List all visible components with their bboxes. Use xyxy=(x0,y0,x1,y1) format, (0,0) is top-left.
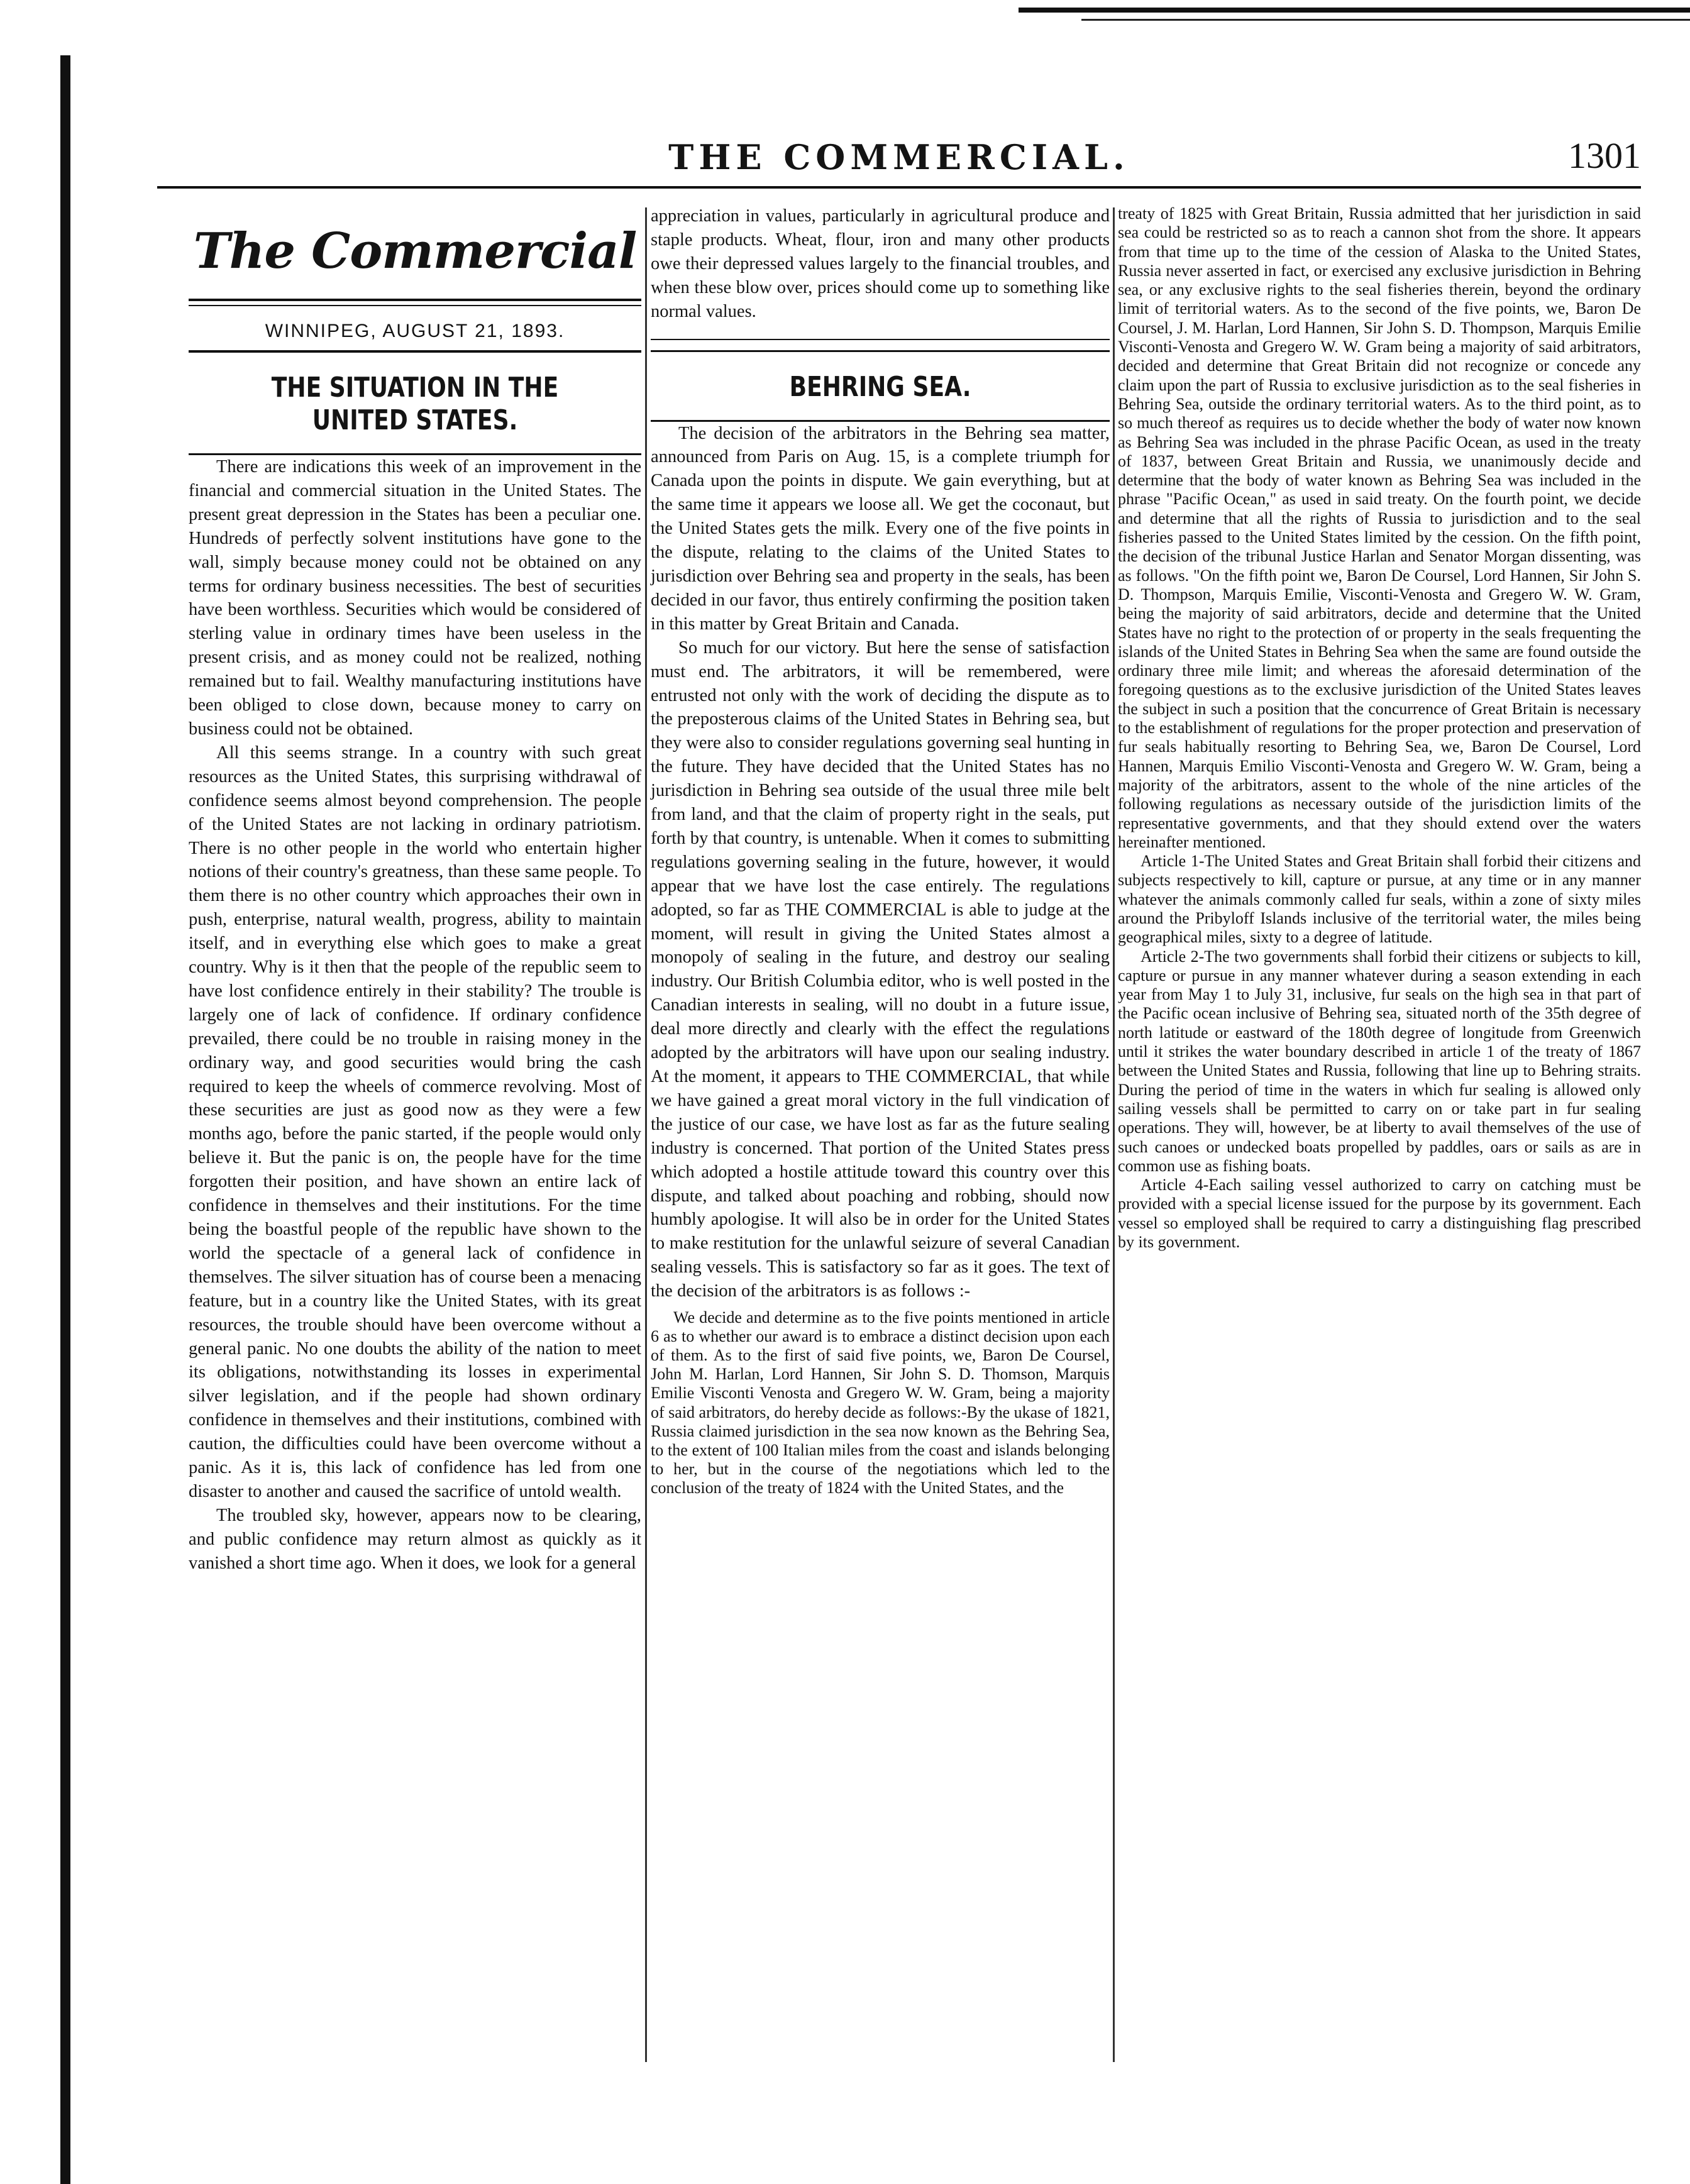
running-head xyxy=(157,137,1641,182)
head-rule xyxy=(157,186,1641,189)
headline-article1: THE SITUATION IN THE UNITED STATES. xyxy=(271,372,559,436)
dateline: WINNIPEG, AUGUST 21, 1893. xyxy=(265,321,565,341)
masthead-rule xyxy=(189,299,641,306)
column-2 xyxy=(651,204,1110,1497)
article1-paragraph: The troubled sky, however, appears now to be clearing, and public confidence may return almost as quickly as it vanished a short time ago. When it does, we look for a general xyxy=(189,1505,641,1573)
article2-paragraph: So much for our victory. But here the sense of satisfaction must end. The arbitrators, it will be remembered, were entrusted not only with the work of deciding the dispute as to the preposterous claims of the United States in Behring sea, but they were also to consider regulations governing seal hunting in the future. They have decided that the United States has no jurisdiction in Behring sea outside of the usual three mile belt from land, and that the claim of property right in the seals, put forth by that country, is untenable. When it comes to submitting regulations governing sealing in the future, however, it would appear that we have lost the case entirely. The regulations adopted, so far as THE COMMERCIAL is able to judge at the moment, will result in giving the United States almost a monopoly of sealing in the future, and destroy our sealing industry. Our British Columbia editor, who is well posted in the Canadian interests in sealing, will no doubt in a future issue, deal more directly and clearly with the effect the regulations adopted by the arbitrators will have upon our sealing industry. At the moment, it appears to THE COMMERCIAL, that while we have gained a great moral victory in the full vindication of the justice of our case, we have lost as far as the future sealing industry is concerned. That portion of the United States press which adopted a hostile attitude toward this country over this dispute, and talked about poaching and robbing, should now humbly apologise. It will also be in order for the United States to make restitution for the unlawful seizure of several Canadian sealing vessels. This is satisfactory so far as it goes. The text of the decision of the arbitrators is as follows :- xyxy=(651,637,1110,1301)
running-title: THE COMMERCIAL. xyxy=(668,137,1130,177)
top-rule xyxy=(1019,8,1690,13)
article2-body xyxy=(651,422,1110,1304)
article1-paragraph: There are indications this week of an improvement in the financial and commercial situation in the United States. The present great depression in the States has been a peculiar one. Hundreds of perfectly solvent institutions have gone to the wall, simply because money could not be obtained on any terms for ordinary business necessities. The best of securities have been worthless. Securities which would be considered of sterling value in ordinary times have been useless in the present crisis, and as money could not be realized, nothing remained but to fail. Wealthy manufacturing institutions have been obliged to close down, because money to carry on business could not be obtained. xyxy=(189,457,641,739)
column-3 xyxy=(1118,204,1641,1252)
decision-quote-col3 xyxy=(1118,204,1641,1252)
decision-quote-col2 xyxy=(651,1308,1110,1497)
page-edge-shadow xyxy=(60,55,70,2184)
column-rule-2 xyxy=(1113,207,1115,2062)
article1-body xyxy=(189,455,641,1575)
headline-box-article1 xyxy=(189,350,641,455)
article2-paragraph: The decision of the arbitrators in the Behring sea matter, announced from Paris on Aug. 15, is a complete triumph for Canada upon the points in dispute. We gain everything, but at the same time it appears we loose all. We get the coconaut, but the United States gets the milk. Every one of the five points in the dispute, relating to the claims of the United States to jurisdiction over Behring sea and property in the seals, has been decided in our favor, thus entirely confirming the position taken in this matter by Great Britain and Canada. xyxy=(651,423,1110,634)
headline-article2: BEHRING SEA. xyxy=(789,370,971,403)
column-1 xyxy=(189,204,641,1575)
article1-paragraph: All this seems strange. In a country with such great resources as the United States, this surprising withdrawal of confidence seems almost beyond comprehension. The people of the United States are not lacking in ordinary patriotism. There is no other people in the world who entertain higher notions of their country's greatness, than these same people. To them there is no other country which approaches their own in push, enterprise, natural wealth, progress, ability to maintain itself, and in everything else which goes to make a great country. Why is it then that the people of the republic seem to have lost confidence entirely in their stability? The trouble is largely one of lack of confidence. If ordinary confidence prevailed, there could be no trouble in raising money in the ordinary way, and good securities would bring the cash required to keep the wheels of commerce revolving. Most of these securities are just as good now as they were a few months ago, before the panic started, if the people would only believe it. But the panic is on, the people have for the time forgotten their position, and have shown an entire lack of confidence in themselves and their institutions. For the time being the boastful people of the republic have shown to the world the spectacle of a general lack of confidence in themselves. The silver situation has of course been a menacing feature, but in a country like the United States, with its great resources, the trouble should have been overcome without a general panic. No one doubts the ability of the nation to meet its obligations, notwithstanding its losses in experimental silver legislation, and if the people had shown ordinary confidence in themselves and their institutions, combined with caution, the difficulties could have been overcome without a panic. As it is, this lack of confidence has led from one disaster to another and caused the sacrifice of untold wealth. xyxy=(189,742,641,1501)
article-paragraph: Article 2-The two governments shall forbid their citizens or subjects to kill, capture or pursue in any manner whatever during a season extending in each year from May 1 to July 31, inclusive, fur seals on the high sea in that part of the Pacific ocean inclusive of Behring sea, situated north of the 35th degree of north latitude or eastward of the 180th degree of longitude from Greenwich until it strikes the water boundary described in article 1 of the treaty of 1867 between the United States and Russia, following that line up to Behring straits. During the period of time in the waters in which fur sealing is allowed only sailing vessels shall be permitted to carry on or take part in fur sealing operations. They will, however, be at liberty to avail themselves of the use of such canoes or undecked boats propelled by paddles, oars or sails as are in common use as fishing boats. xyxy=(1118,947,1641,1175)
masthead-title: The Commercial xyxy=(193,223,637,280)
article-separator xyxy=(651,339,1110,340)
headline-box-article2 xyxy=(651,350,1110,422)
article1-continuation xyxy=(651,204,1110,324)
article1-continuation-paragraph: appreciation in values, particularly in agricultural produce and staple products. Wheat, flour, iron and many other products owe their depressed values largely to the financial troubles, and when these blow over, prices should come up to something like normal values. xyxy=(651,206,1110,321)
top-rule-thin xyxy=(1081,19,1690,21)
column-rule-1 xyxy=(645,207,647,2062)
article-paragraph: Article 1-The United States and Great Britain shall forbid their citizens and subjects respectively to kill, capture or pursue, at any time or in any manner whatever the animals commonly called fur seals, within a zone of sixty miles around the Pribyloff Islands inclusive of the territorial water, the miles being geographical miles, sixty to a degree of latitude. xyxy=(1118,852,1641,947)
decision-quote-paragraph: We decide and determine as to the five points mentioned in article 6 as to whether our award is to embrace a distinct decision upon each of them. As to the first of said five points, we, Baron De Coursel, John M. Harlan, Lord Hannen, Sir John S. D. Thomson, Marquis Emilie Visconti Venosta and Gregero W. W. Gram, being a majority of said arbitrators, do hereby decide as follows:-By the ukase of 1821, Russia claimed jurisdiction in the sea now known as the Behring Sea, to the extent of 100 Italian miles from the coast and islands belonging to her, but in the course of the negotiations which led to the conclusion of the treaty of 1824 with the United States, and the xyxy=(651,1308,1110,1497)
decision-quote-paragraph: treaty of 1825 with Great Britain, Russia admitted that her jurisdiction in said sea could be restricted so as to reach a cannon shot from the shore. It appears from that time up to the time of the cession of Alaska to the United States, Russia never asserted in fact, or exercised any exclusive jurisdiction in Behring sea, or any exclusive rights to the seal fisheries therein, beyond the ordinary limit of territorial waters. As to the second of the five points, we, Baron De Coursel, J. M. Harlan, Lord Hannen, Sir John S. D. Thompson, Marquis Emilie Visconti-Venosta and Gregero W. W. Gram being a majority of said arbitrators, decided and determine that Great Britain did not recognize or concede any claim upon the part of Russia to exclusive jurisdiction as to the seal fisheries in Behring Sea, outside the ordinary territorial waters. As to the third point, as to so much thereof as requires us to decide whether the body of water now known as Behring Sea was included in the phrase Pacific Ocean, as used in the treaty of 1837, between Great Britain and Russia, we unanimously decide and determine that the body of water known as Behring Sea was included in the phrase "Pacific Ocean," as used in said treaty. On the fourth point, we decide and determine that all the rights of Russia to jurisdiction and to the seal fisheries passed to the United States limited by the cession. On the fifth point, the decision of the tribunal Justice Harlan and Senator Morgan dissenting, was as follows. "On the fifth point we, Baron De Coursel, Lord Hannen, Sir John S. D. Thompson, Marquis Emilie, Visconti-Venosta and Gregero W. W. Gram, being the majority of said arbitrators, decide and determine that the United States have no right to the protection of or property in the seals frequenting the islands of the United States in Behring Sea when the same are found outside the ordinary three mile limit; and whereas the aforesaid determination of the foregoing questions as to the exclusive jurisdiction of the United States leaves the subject in such a position that the concurrence of Great Britain is necessary to the establishment of regulations for the proper protection and preservation of fur seals habitually resorting to Behring Sea, we, Baron De Coursel, Lord Hannen, Marquis Emilio Visconti-Venosta and Gregero W. W. Gram, being a majority of the arbitrators, assent to the whole of the nine articles of the following regulations as necessary outside of the jurisdiction limits of the representative governments, and that they should extend over the waters hereinafter mentioned. xyxy=(1118,204,1641,851)
page-number: 1301 xyxy=(1568,135,1641,176)
article-paragraph: Article 4-Each sailing vessel authorized to carry on catching must be provided with a special license issued for the purpose by its government. Each vessel so employed shall be required to carry a distinguishing flag prescribed by its government. xyxy=(1118,1176,1641,1252)
